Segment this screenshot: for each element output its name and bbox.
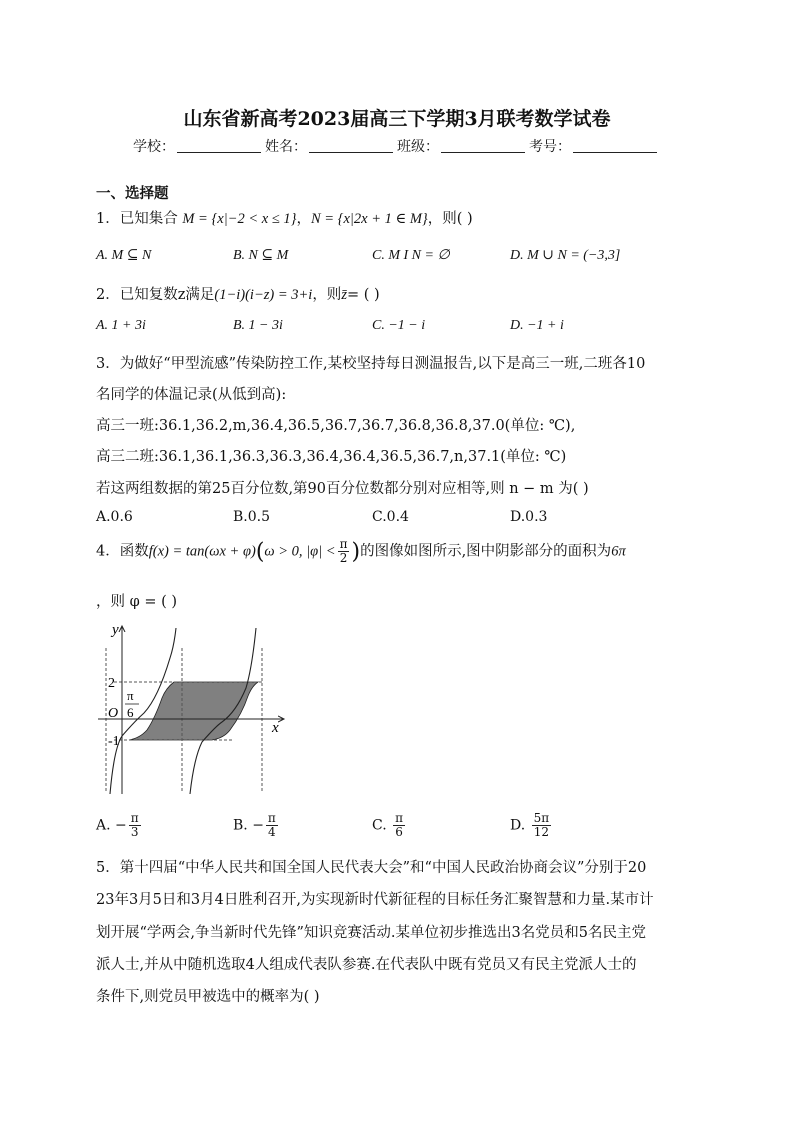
question-2 <box>96 283 380 304</box>
q1-option-d: D. M ∪ N = (−3,3] <box>510 248 621 263</box>
q5-line-1: 5．第十四届“中华人民共和国全国人民代表大会”和“中国人民政治协商会议”分别于20 <box>96 860 647 876</box>
q2-tail: ，则 <box>312 287 342 303</box>
q4-c-den: 6 <box>395 825 403 839</box>
q4-option-a <box>96 812 143 839</box>
number-label: 考号： <box>529 139 571 155</box>
x-axis-label: x <box>272 720 279 736</box>
tick-label-pi: π <box>127 688 134 703</box>
q3-line-3: 高三一班:36.1,36.2,m,36.4,36.5,36.7,36.7,36.8,36.8,37.0(单位: ℃), <box>96 418 576 434</box>
q2-equation: (1−i)(i−z) = 3+i <box>214 287 313 303</box>
q4-c-label: C. <box>372 817 392 834</box>
q4-function: f(x) = tan(ωx + φ) <box>148 543 256 560</box>
q1-set-n: N = {x|2x + 1 ∈ M} <box>310 211 428 227</box>
q3-option-a: A.0.6 <box>96 509 133 525</box>
q4-line-2: ，则 φ = ( ) <box>96 594 178 610</box>
q4-a-num: π <box>130 811 139 825</box>
class-blank <box>441 138 525 153</box>
q1-sep: ， <box>296 211 311 227</box>
q5-line-5: 条件下,则党员甲被选中的概率为( ) <box>96 989 320 1005</box>
number-blank <box>573 138 657 153</box>
q1-set-m: M = {x|−2 < x ≤ 1} <box>182 211 297 227</box>
q5-line-4: 派人士,并从中随机选取4人组成代表队参赛.在代表队中既有党员又有民主党派人士的 <box>96 957 637 973</box>
q4-d-num: 5π <box>533 811 550 825</box>
q2-option-d: D. −1 + i <box>510 318 564 333</box>
q4-c-num: π <box>395 811 404 825</box>
y-axis-label: y <box>112 622 119 638</box>
q4-d-label: D. <box>510 817 530 834</box>
q4-option-b <box>233 812 280 839</box>
q3-line-4: 高三二班:36.1,36.1,36.3,36.3,36.4,36.4,36.5,36.7,n,37.1(单位: ℃) <box>96 449 567 465</box>
q4-paren-close: ) <box>351 539 361 565</box>
section-heading: 一、选择题 <box>96 185 169 202</box>
q4-paren-open: ( <box>255 539 265 565</box>
school-label: 学校： <box>133 139 175 155</box>
q4-b-den: 4 <box>268 825 276 839</box>
q5-line-2: 23年3月5日和3月4日胜利召开,为实现新时代新征程的目标任务汇聚智慧和力量.某市计 <box>96 892 654 908</box>
q1-option-b: B. N ⊆ M <box>233 248 289 263</box>
q2-lead: 2．已知复数z满足 <box>96 287 215 303</box>
q4-tail: 的图像如图所示,图中阴影部分的面积为 <box>360 543 612 560</box>
q4-condition: ω > 0, |φ| < <box>264 543 336 560</box>
student-info-line <box>0 136 794 156</box>
q4-b-frac <box>266 812 278 839</box>
q4-area: 6π <box>611 543 626 560</box>
q5-line-3: 划开展“学两会,争当新时代先锋”知识竞赛活动.某单位初步推选出3名党员和5名民主党 <box>96 925 646 941</box>
q1-option-a: A. M ⊆ N <box>96 248 152 263</box>
name-label: 姓名： <box>265 139 307 155</box>
q4-d-frac <box>532 812 552 839</box>
q2-option-a: A. 1 + 3i <box>96 318 146 333</box>
q2-zbar: z̄ <box>341 287 347 303</box>
q3-line-5: 若这两组数据的第25百分位数,第90百分位数都分别对应相等,则 n − m 为( ) <box>96 481 589 497</box>
q4-c-frac <box>393 812 405 839</box>
q4-frac-den: 2 <box>339 551 348 565</box>
question-4 <box>96 538 626 565</box>
q4-lead: 4．函数 <box>96 543 149 560</box>
q2-end: = ( ) <box>346 287 380 303</box>
q4-d-den: 12 <box>533 825 550 839</box>
q3-line-1: 3．为做好“甲型流感”传染防控工作,某校坚持每日测温报告,以下是高三一班,二班各10 <box>96 356 646 372</box>
q1-lead: 1．已知集合 <box>96 211 178 227</box>
shaded-region <box>129 682 258 740</box>
class-label: 班级： <box>397 139 439 155</box>
q3-option-b: B.0.5 <box>233 509 271 525</box>
q4-a-label: A. − <box>96 817 127 834</box>
q4-a-frac <box>129 812 141 839</box>
q4-b-num: π <box>267 811 276 825</box>
q3-option-d: D.0.3 <box>510 509 548 525</box>
question-1 <box>96 207 473 228</box>
tick-label-2: 2 <box>108 676 115 691</box>
q4-b-label: B. − <box>233 817 264 834</box>
q4-fraction <box>338 538 350 565</box>
name-blank <box>309 138 393 153</box>
q3-option-c: C.0.4 <box>372 509 409 525</box>
q4-option-d <box>510 812 553 839</box>
exam-title: 山东省新高考2023届高三下学期3月联考数学试卷 <box>183 108 611 130</box>
q4-frac-num: π <box>339 537 348 551</box>
q4-graph <box>92 618 292 796</box>
q4-option-c <box>372 812 407 839</box>
school-blank <box>177 138 261 153</box>
q4-a-den: 3 <box>130 825 139 839</box>
q2-option-c: C. −1 − i <box>372 318 426 333</box>
q3-line-2: 名同学的体温记录(从低到高): <box>96 387 287 403</box>
origin-label: O <box>108 706 119 721</box>
q1-tail: ，则( ) <box>427 211 473 227</box>
q2-option-b: B. 1 − 3i <box>233 318 283 333</box>
tick-label-neg1: -1 <box>108 734 120 749</box>
tick-label-six: 6 <box>127 705 134 720</box>
q1-option-c: C. M I N = ∅ <box>372 248 450 263</box>
